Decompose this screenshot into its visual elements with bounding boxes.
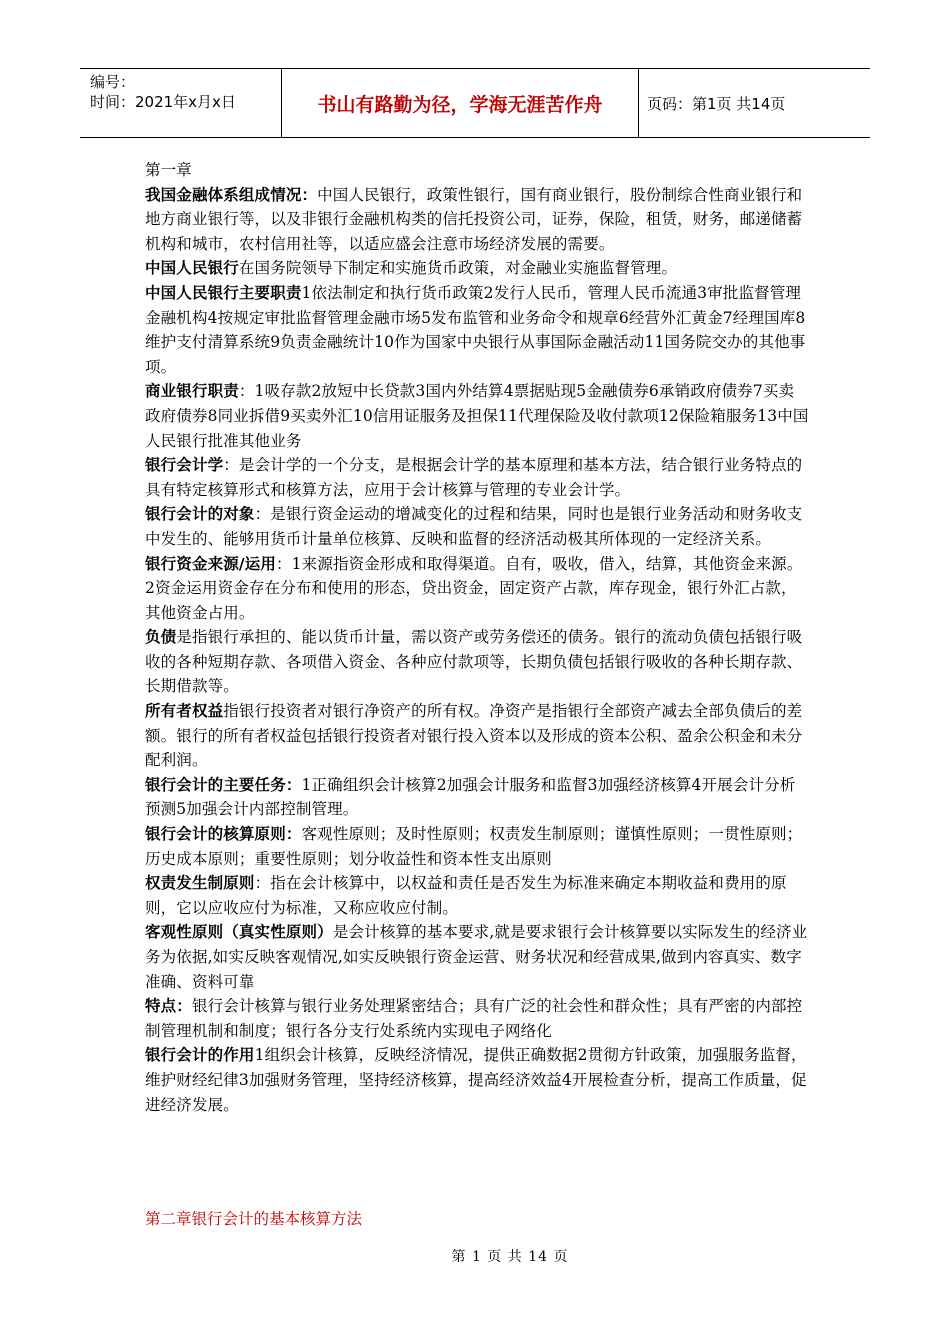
paragraph — [145, 502, 809, 551]
paragraph — [145, 379, 809, 453]
paragraph — [145, 773, 809, 822]
chapter-title: 第一章 — [145, 161, 192, 179]
paragraph — [145, 453, 809, 502]
paragraph-term: 我国金融体系组成情况： — [145, 185, 318, 204]
paragraph-text: 1正确组织会计核算2加强会计服务和监督3加强经济核算4开展会计分析预测5加强会计内部控制管理。 — [145, 775, 796, 819]
paragraph-term: 银行会计学 — [145, 456, 224, 475]
paragraph — [145, 994, 809, 1043]
paragraph-term: 客观性原则（真实性原则） — [145, 923, 333, 942]
header-page-number: 页码：第1页 共14页 — [647, 94, 786, 113]
header-meta — [80, 69, 282, 137]
paragraph — [145, 871, 809, 920]
paragraph — [145, 281, 809, 379]
paragraph-term: 权责发生制原则 — [145, 874, 255, 893]
paragraph-term: 商业银行职责 — [145, 382, 239, 401]
document-time: 时间：2021年x月x日 — [90, 93, 236, 111]
paragraph-term: 特点： — [145, 997, 192, 1016]
paragraph-term: 银行会计的对象 — [145, 505, 255, 524]
paragraph — [145, 256, 809, 281]
paragraph — [145, 920, 809, 994]
paragraph-text: ：1吸存款2放短中长贷款3国内外结算4票据贴现5金融债券6承销政府债券7买卖政府债券8同业拆借9买卖外汇10信用证服务及担保11代理保险及收付款项12保险箱服务13中国人民银行批准其他业务 — [145, 382, 809, 450]
paragraph — [145, 625, 809, 699]
paragraph-term: 所有者权益 — [145, 702, 224, 721]
paragraph-text: ：指在会计核算中，以权益和责任是否发生为标准来确定本期收益和费用的原则，它以应收应付为标准，又称应收应付制。 — [145, 874, 787, 917]
paragraph-text: 是指银行承担的、能以货币计量，需以资产或劳务偿还的债务。银行的流动负债包括银行吸收的各种短期存款、各项借入资金、各种应付款项等，长期负债包括银行吸收的各种长期存款、长期借款等。 — [145, 628, 803, 696]
paragraph-text: ：是银行资金运动的增减变化的过程和结果，同时也是银行业务活动和财务收支中发生的、能够用货币计量单位核算、反映和监督的经济活动极其所体现的一定经济关系。 — [145, 505, 803, 548]
paragraph-term: 中国人民银行 — [145, 259, 239, 278]
paragraph — [145, 699, 809, 773]
paragraph-list — [145, 183, 809, 1118]
paragraph-text: ：1来源指资金形成和取得渠道。自有，吸收，借入，结算，其他资金来源。2资金运用资金存在分布和使用的形态，贷出资金，固定资产占款，库存现金，银行外汇占款，其他资金占用。 — [145, 554, 803, 622]
header-motto: 书山有路勤为径，学海无涯苦作舟 — [282, 69, 639, 137]
document-number: 编号： — [90, 73, 136, 91]
paragraph-term: 中国人民银行主要职责 — [145, 283, 302, 302]
paragraph-text: 1依法制定和执行货币政策2发行人民币，管理人民币流通3审批监督管理金融机构4按规定审批监督管理金融市场5发布监管和业务命令和规章6经营外汇黄金7经理国库8维护支付清算系统9负责金融统计10作为国家中央银行从事国际金融活动11国务院交办的其他事项。 — [145, 283, 806, 376]
paragraph-text: 在国务院领导下制定和实施货币政策，对金融业实施监督管理。 — [238, 259, 678, 278]
paragraph-text: 指银行投资者对银行净资产的所有权。净资产是指银行全部资产减去全部负债后的差额。银行的所有者权益包括银行投资者对银行投入资本以及形成的资本公积、盈余公积金和未分配利润。 — [145, 702, 803, 770]
paragraph-term: 银行资金来源/运用 — [145, 554, 277, 573]
paragraph-term: 银行会计的作用 — [145, 1046, 255, 1065]
paragraph — [145, 552, 809, 626]
document-body — [145, 158, 809, 1117]
paragraph-text: 1组织会计核算，反映经济情况，提供正确数据2贯彻方针政策，加强服务监督，维护财经纪律3加强财务管理，坚持经济核算，提高经济效益4开展检查分析，提高工作质量，促进经济发展。 — [145, 1046, 807, 1114]
paragraph — [145, 183, 809, 257]
paragraph — [145, 822, 809, 871]
page-header — [80, 68, 870, 138]
paragraph-text: 客观性原则；及时性原则；权责发生制原则；谨慎性原则；一贯性原则；历史成本原则；重要性原则；划分收益性和资本性支出原则 — [145, 825, 803, 868]
paragraph-term: 银行会计的主要任务： — [145, 775, 302, 794]
paragraph-term: 银行会计的核算原则： — [145, 825, 302, 844]
page-footer: 第 1 页 共 14 页 — [451, 1249, 569, 1265]
chapter2-title: 第二章银行会计的基本核算方法 — [145, 1210, 363, 1228]
paragraph-text: ：是会计学的一个分支，是根据会计学的基本原理和基本方法，结合银行业务特点的具有特定核算形式和核算方法，应用于会计核算与管理的专业会计学。 — [145, 456, 803, 499]
paragraph-text: 中国人民银行，政策性银行，国有商业银行，股份制综合性商业银行和地方商业银行等，以及非银行金融机构类的信托投资公司，证券，保险，租赁，财务，邮递储蓄机构和城市，农村信用社等，以适应盛会注意市场经济发展的需要。 — [145, 185, 803, 253]
paragraph — [145, 1043, 809, 1117]
paragraph-text: 银行会计核算与银行业务处理紧密结合；具有广泛的社会性和群众性；具有严密的内部控制管理机制和制度；银行各分支行处系统内实现电子网络化 — [145, 997, 803, 1040]
paragraph-text: 是会计核算的基本要求,就是要求银行会计核算要以实际发生的经济业务为依据,如实反映客观情况,如实反映银行资金运营、财务状况和经营成果,做到内容真实、数字准确、资料可靠 — [145, 923, 808, 991]
paragraph-term: 负债 — [145, 628, 177, 647]
